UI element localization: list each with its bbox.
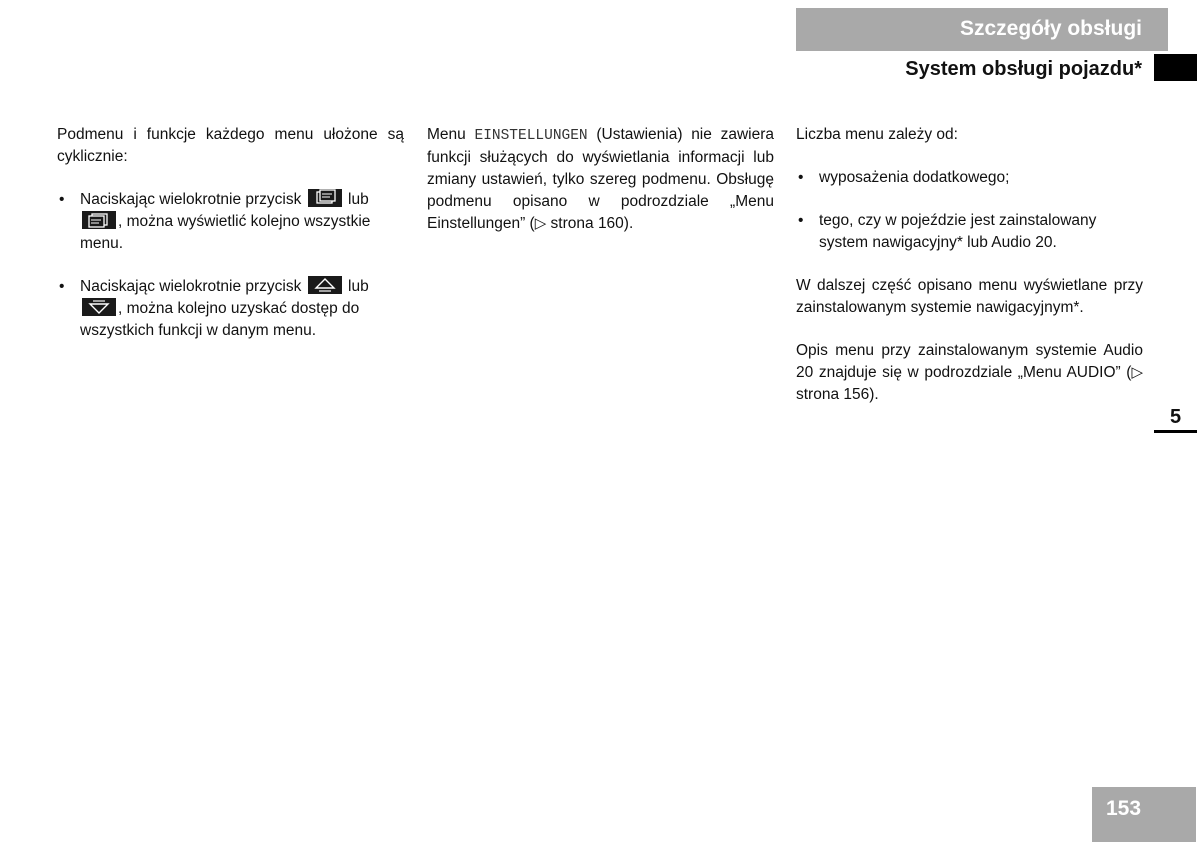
section-header-band [796,8,1168,51]
down-arrow-button-icon [82,298,116,316]
column3-para2-start: Opis menu przy zainstalowanym systemie Audio 20 znajduje się w podrozdziale „Menu AUDIO” ( [796,342,1143,381]
display-menu-back-button-icon [82,211,116,229]
display-menu-forward-button-icon [308,189,342,207]
page-reference-arrow-icon: ▷ [534,215,547,232]
section-title: Szczegóły obsługi [959,17,1142,40]
column3-bullet-list [796,167,1143,254]
column2-text-rest: (Ustawienia) nie zawiera funkcji służących do wyświetlania informacji lub zmiany ustawień, tylko szereg podmenu. Obsługę podmenu opisano w podrozdziale „Menu Einstellungen” ( [427,126,774,232]
list-item [796,167,1143,189]
column-1 [57,124,404,363]
page-reference-160[interactable]: strona 160). [546,215,634,232]
list-item [57,189,404,255]
bullet-dot: • [798,212,804,229]
bullet-dot: • [798,169,804,186]
list-item [57,276,404,342]
column2-text-start: Menu [427,126,466,143]
column2-paragraph [427,124,774,235]
bullet1-prefix: Naciskając wielokrotnie przycisk [80,191,302,208]
menu-code-einstellungen: EINSTELLUNGEN [474,128,588,144]
column-2 [427,124,774,256]
column1-bullet-list [57,189,404,342]
bullet1-suffix: , można wyświetlić kolejno wszystkie menu. [80,213,371,252]
bullet2-prefix: Naciskając wielokrotnie przycisk [80,278,302,295]
header-black-tab [1154,54,1197,81]
bullet1-mid: lub [348,191,369,208]
column3-paragraph-1: W dalszej część opisano menu wyświetlane przy zainstalowanym systemie nawigacyjnym*. [796,277,1143,316]
bullet-dot: • [59,191,65,208]
bullet2-mid: lub [348,278,369,295]
up-arrow-button-icon [308,276,342,294]
page-reference-156[interactable]: strona 156). [796,386,879,403]
page-reference-arrow-icon: ▷ [1131,364,1143,381]
subsection-title: System obsługi pojazdu* [905,58,1142,80]
column3-intro: Liczba menu zależy od: [796,126,958,143]
bullet-dot: • [59,278,65,295]
column3-paragraph-2 [796,340,1143,406]
page-number-box [1092,787,1196,842]
bullet2-suffix: , można kolejno uzyskać dostęp do wszystkich funkcji w danym menu. [80,300,360,339]
list-item [796,210,1143,254]
column3-bullet-2: tego, czy w pojeździe jest zainstalowany system nawigacyjny* lub Audio 20. [819,212,1097,251]
column-3 [796,124,1143,427]
column1-intro: Podmenu i funkcje każdego menu ułożone są cyklicznie: [57,126,404,165]
column3-bullet-1: wyposażenia dodatkowego; [819,169,1010,186]
page-number: 153 [1106,797,1142,820]
chapter-number-tab: 5 [1154,401,1197,433]
